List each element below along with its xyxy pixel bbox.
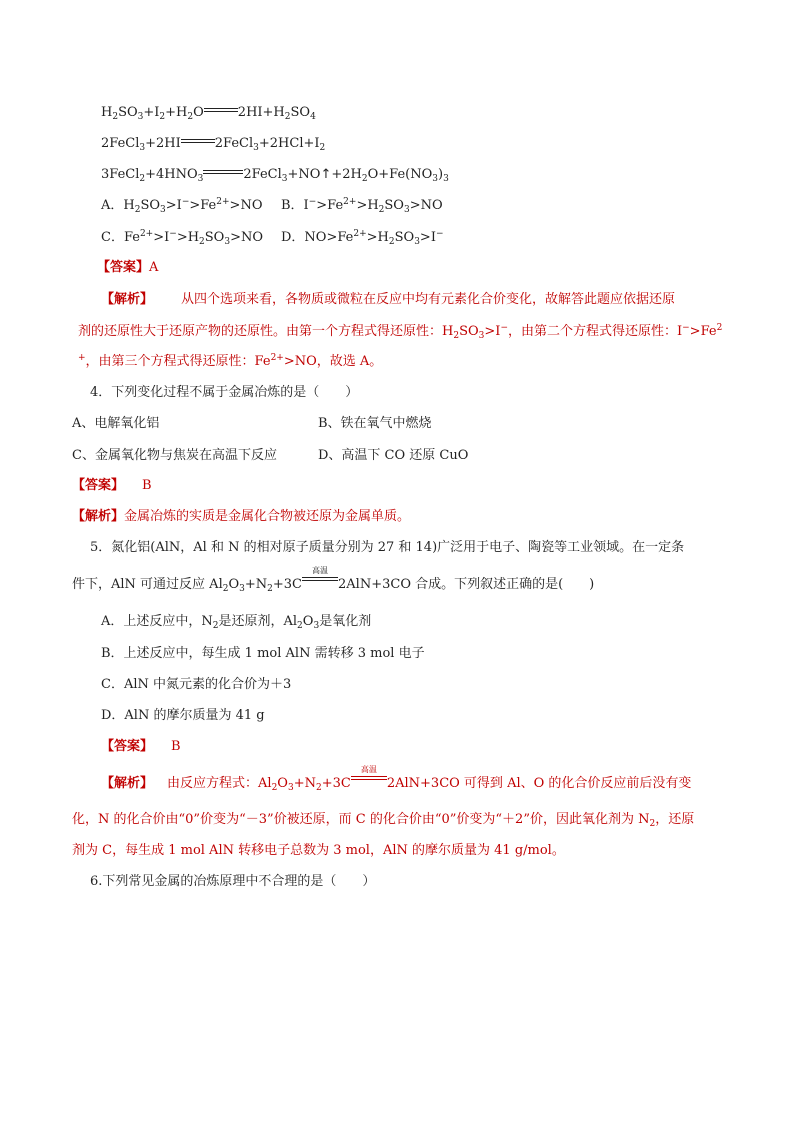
q5-analysis-line-2: 化，N 的化合价由“0”价变为“－3”价被还原，而 C 的化合价由“0”价变为“＋2”价，因此氧化剂为 $N_2$，还原 bbox=[72, 812, 695, 829]
q5-option-a: A．上述反应中，$N_2$是还原剂，$Al_2O_3$是氧化剂 bbox=[101, 614, 372, 631]
equation-3: $3FeCl_2+4HNO_3$ $2FeCl_3+NO↑+2H_2O+Fe(NO_3)_3$ bbox=[101, 167, 449, 184]
q4-stem: 4．下列变化过程不属于金属冶炼的是（ ） bbox=[90, 385, 359, 400]
q3-analysis-line-2: 剂的还原性大于还原产物的还原性。由第一个方程式得还原性：$H_2SO_3>I^-$，由第二个方程式得还原性：$I^->Fe^2$ bbox=[78, 323, 723, 341]
equation-2: 2FeCl$_3$+2HI $2FeCl_3+2HCl+I_2$ bbox=[101, 136, 326, 153]
q4-option-c: C、金属氧化物与焦炭在高温下反应 bbox=[72, 448, 277, 463]
q4-option-d: D、高温下 CO 还原 CuO bbox=[318, 448, 469, 463]
q5-option-c: C．AlN 中氮元素的化合价为＋3 bbox=[101, 677, 292, 692]
reaction-condition: 高温 bbox=[351, 775, 387, 793]
reaction-condition: 高温 bbox=[302, 576, 338, 594]
q5-stem-line-1: 5．氮化铝(AlN，Al 和 N 的相对原子质量分别为 27 和 14)广泛用于电子、陶瓷等工业领域。在一定条 bbox=[90, 540, 685, 555]
q5-stem-line-2: 件下，AlN 可通过反应 $Al_2O_3+N_2+3C$ 高温 2AlN+3CO 合成。下列叙述正确的是( ) bbox=[72, 566, 595, 594]
q3-option-c: C．$Fe^{2+}>I^->H_2SO_3>NO$ bbox=[101, 229, 264, 247]
q3-answer: 【答案】A bbox=[97, 260, 159, 275]
q3-analysis-line-3: +，由第三个方程式得还原性：$Fe^{2+}>NO$，故选 A。 bbox=[78, 353, 383, 369]
q5-option-b: B．上述反应中，每生成 1 mol AlN 需转移 3 mol 电子 bbox=[101, 646, 425, 661]
q4-answer: 【答案】 B bbox=[72, 478, 152, 493]
q4-option-b: B、铁在氧气中燃烧 bbox=[318, 416, 432, 431]
q6-stem: 6.下列常见金属的冶炼原理中不合理的是（ ） bbox=[90, 874, 376, 889]
q4-option-a: A、电解氧化铝 bbox=[72, 416, 160, 431]
q5-option-d: D．AlN 的摩尔质量为 41 g bbox=[101, 708, 265, 723]
q5-analysis-line-3: 剂为 C，每生成 1 mol AlN 转移电子总数为 3 mol，AlN 的摩尔质量为 41 g/mol。 bbox=[72, 843, 565, 858]
equation-1: $H_2SO_3+I_2+H_2O$ $2HI+H_2SO_4$ bbox=[101, 105, 316, 122]
q3-option-b: B．$I^->Fe^{2+}>H_2SO_3>NO$ bbox=[281, 197, 443, 215]
up-arrow-icon: ↑ bbox=[320, 167, 332, 182]
q4-analysis: 【解析】金属冶炼的实质是金属化合物被还原为金属单质。 bbox=[72, 509, 411, 524]
q5-answer: 【答案】 B bbox=[101, 739, 181, 754]
q5-analysis-line-1: 【解析】 由反应方程式：$Al_2O_3+N_2+3C$ 高温 2AlN+3CO 可得到 Al、O 的化合价反应前后没有变 bbox=[101, 765, 692, 793]
q3-analysis-line-1: 【解析】 从四个选项来看，各物质或微粒在反应中均有元素化合价变化，故解答此题应依据还原 bbox=[101, 292, 676, 307]
q3-option-a: A．$H_2SO_3>I^->Fe^{2+}>NO$ bbox=[101, 197, 263, 215]
q3-option-d: D．$NO>Fe^{2+}>H_2SO_3>I^-$ bbox=[281, 229, 444, 247]
